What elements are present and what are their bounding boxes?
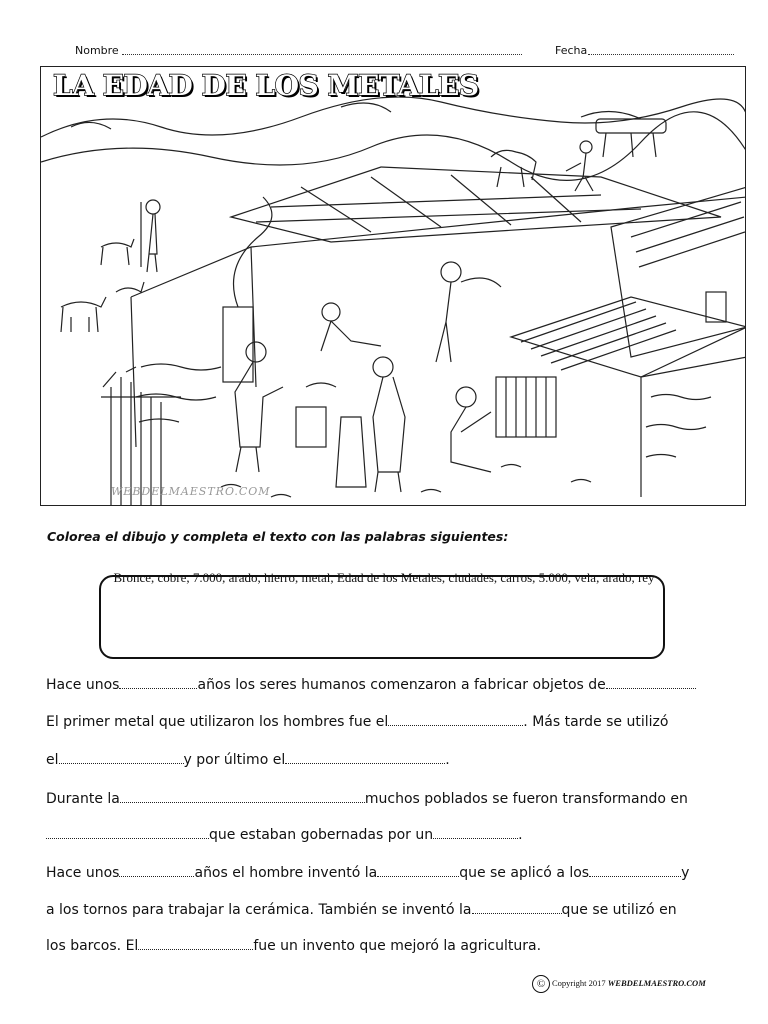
line-text: a los tornos para trabajar la cerámica. También se inventó la [46,902,472,918]
word-bank-box [99,575,665,659]
line-text: fue un invento que mejoró la agricultura. [253,938,542,954]
date-label: Fecha [555,44,588,57]
text-line-8 [46,937,746,955]
blank-field[interactable] [433,826,518,839]
line-text: que estaban gobernadas por un [209,827,434,843]
blank-field[interactable] [589,864,681,877]
line-text: y por último el [183,752,286,768]
text-line-1 [46,676,746,694]
line-text: y [681,865,690,881]
text-line-6 [46,864,746,882]
blank-field[interactable] [120,790,365,803]
line-text: años el hombre inventó la [194,865,378,881]
line-text: muchos poblados se fueron transformando en [364,791,688,807]
copyright-icon: © [532,975,550,993]
line-text: el [46,752,59,768]
copyright-text: Copyright 2017 [552,977,606,988]
worksheet-header [0,44,768,62]
line-text: que se aplicó a los [459,865,590,881]
line-text: . Más tarde se utilizó [523,714,669,730]
line-text: que se utilizó en [561,902,677,918]
blank-field[interactable] [472,901,562,914]
instruction-text [47,529,508,544]
illustration-title: LA EDAD DE LOS METALES [53,69,479,102]
text-line-5 [46,826,746,844]
line-text: . [445,752,450,768]
name-label: Nombre [75,44,119,57]
text-line-2 [46,713,746,731]
blank-field[interactable] [377,864,459,877]
line-text: años los seres humanos comenzaron a fabricar objetos de [197,677,606,693]
date-field[interactable] [588,54,734,55]
blank-field[interactable] [138,937,253,950]
copyright-brand: WEBDELMAESTRO.COM [607,977,706,988]
name-field[interactable] [122,54,522,55]
blank-field[interactable] [46,826,209,839]
line-text: Durante la [46,791,120,807]
blank-field[interactable] [606,676,696,689]
line-text: Hace unos [46,865,120,881]
blank-field[interactable] [119,864,194,877]
text-line-4 [46,790,746,808]
text-line-3 [46,751,746,769]
metal-age-illustration [40,66,746,506]
text-line-7 [46,901,746,919]
blank-field[interactable] [388,713,523,726]
line-text: los barcos. El [46,938,139,954]
word-bank: Bronce, cobre, 7.000, arado, hierro, metal, Edad de los Metales, ciudades, carros, 5.000, vela, arado, rey [113,570,655,585]
blank-field[interactable] [59,751,184,764]
instruction-body: Colorea el dibujo y completa el texto con las palabras siguientes [47,529,504,544]
line-text: . [518,827,523,843]
line-text: El primer metal que utilizaron los hombres fue el [46,714,389,730]
instruction-colon: : [503,529,509,544]
blank-field[interactable] [285,751,445,764]
blank-field[interactable] [119,676,197,689]
copyright-footer [532,975,706,993]
line-text: Hace unos [46,677,120,693]
watermark: WEBDELMAESTRO.COM [111,485,271,498]
illustration-drawing [41,67,746,506]
